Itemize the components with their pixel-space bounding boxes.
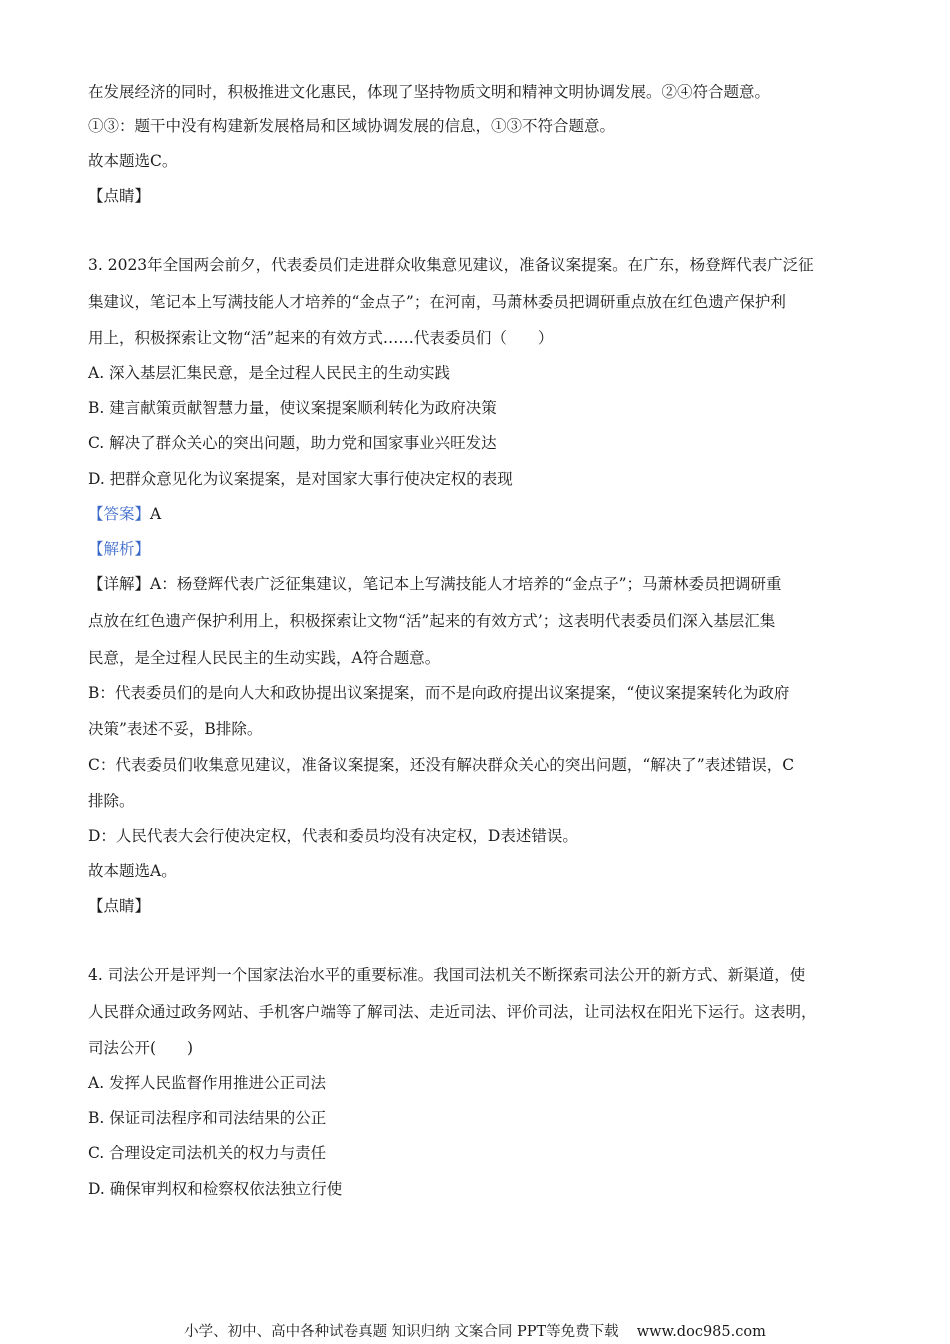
prev-conclusion: 故本题选C。 [88,152,178,170]
prev-analysis-line-1: 在发展经济的同时，积极推进文化惠民，体现了坚持物质文明和精神文明协调发展。②④符合题意。 [88,83,771,101]
page-footer [0,1322,950,1342]
q4-option-a: A. 发挥人民监督作用推进公正司法 [88,1074,327,1092]
q4-stem-line-2: 人民群众通过政务网站、手机客户端等了解司法、走近司法、评价司法，让司法权在阳光下运行。这表明， [88,1003,817,1021]
q3-jiexi-label: 【解析】 [88,540,151,558]
q3-detail-line-1: 【详解】A：杨登辉代表广泛征集建议，笔记本上写满技能人才培养的“金点子”；马萧林委员把调研重 [88,575,782,593]
q3-stem-line-2: 集建议，笔记本上写满技能人才培养的“金点子”；在河南，马萧林委员把调研重点放在红色遗产保护利 [88,293,786,311]
q3-detail-line-4: B：代表委员们的是向人大和政协提出议案提案，而不是向政府提出议案提案，“使议案提案转化为政府 [88,684,790,702]
q3-option-b: B. 建言献策贡献智慧力量，使议案提案顺利转化为政府决策 [88,399,497,417]
q4-stem-line-3: 司法公开( ) [88,1039,194,1057]
q3-detail-line-6: C：代表委员们收集意见建议，准备议案提案，还没有解决群众关心的突出问题，“解决了”表述错误，C [88,756,795,774]
prev-dianjing-label: 【点睛】 [88,187,151,205]
q3-option-a: A. 深入基层汇集民意，是全过程人民民主的生动实践 [88,364,451,382]
q4-option-c: C. 合理设定司法机关的权力与责任 [88,1144,327,1162]
q3-detail-line-2: 点放在红色遗产保护利用上，积极探索让文物“活”起来的有效方式’；这表明代表委员们深入基层汇集 [88,612,776,630]
footer-site-link[interactable]: www.doc985.com [636,1324,766,1340]
q3-detail-line-7: 排除。 [88,792,135,810]
q3-conclusion: 故本题选A。 [88,862,177,880]
footer-text: 小学、初中、高中各种试卷真题 知识归纳 文案合同 PPT等免费下载 [184,1324,619,1340]
q3-stem-line-3: 用上，积极探索让文物“活”起来的有效方式……代表委员们（ ） [88,329,554,347]
q3-detail-line-8: D：人民代表大会行使决定权，代表和委员均没有决定权，D表述错误。 [88,827,578,845]
q4-option-b: B. 保证司法程序和司法结果的公正 [88,1109,327,1127]
q3-detail-line-5: 决策”表述不妥，B排除。 [88,720,263,738]
q3-option-c: C. 解决了群众关心的突出问题，助力党和国家事业兴旺发达 [88,434,497,452]
q3-answer [88,504,878,524]
prev-analysis-line-2: ①③：题干中没有构建新发展格局和区域协调发展的信息，①③不符合题意。 [88,117,616,135]
q3-option-d: D. 把群众意见化为议案提案，是对国家大事行使决定权的表现 [88,470,513,488]
q3-dianjing-label: 【点睛】 [88,897,151,915]
q4-option-d: D. 确保审判权和检察权依法独立行使 [88,1180,343,1198]
q4-stem-line-1: 4. 司法公开是评判一个国家法治水平的重要标准。我国司法机关不断探索司法公开的新方式、新渠道，使 [88,966,806,984]
answer-value: A [150,505,162,523]
answer-label: 【答案】 [88,505,151,523]
q3-stem-line-1: 3. 2023年全国两会前夕，代表委员们走进群众收集意见建议，准备议案提案。在广东，杨登辉代表广泛征 [88,256,814,274]
q3-detail-line-3: 民意，是全过程人民民主的生动实践，A符合题意。 [88,649,441,667]
